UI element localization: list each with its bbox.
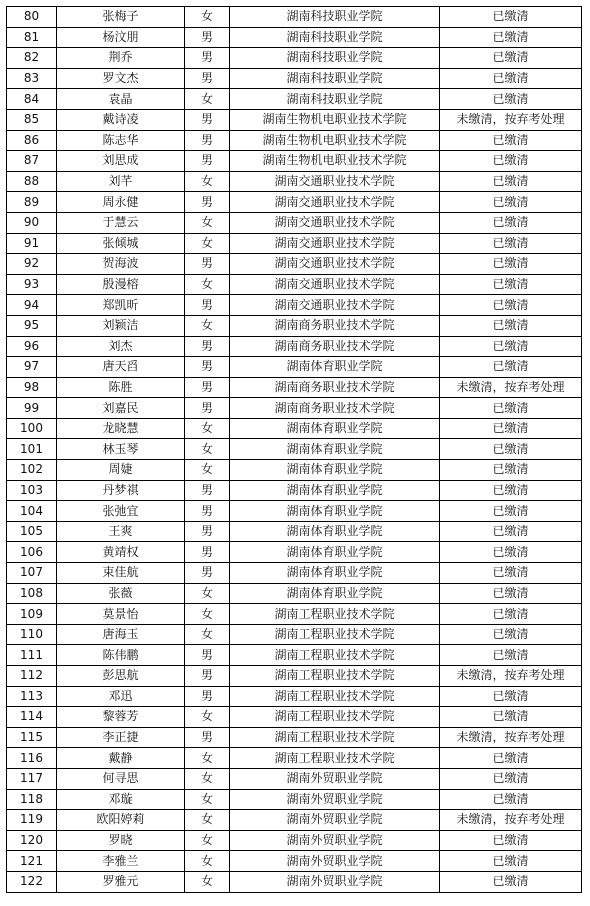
student-name-cell: 张梅子 <box>57 7 185 28</box>
gender-cell: 女 <box>185 233 230 254</box>
row-number-cell: 96 <box>7 336 57 357</box>
row-number-cell: 100 <box>7 418 57 439</box>
row-number-cell: 104 <box>7 501 57 522</box>
payment-status-cell: 已缴清 <box>440 707 582 728</box>
table-row <box>7 192 582 213</box>
student-name-cell: 唐海玉 <box>57 624 185 645</box>
row-number-cell: 85 <box>7 109 57 130</box>
payment-status-cell: 已缴清 <box>440 563 582 584</box>
gender-cell: 男 <box>185 542 230 563</box>
student-name-cell: 周永健 <box>57 192 185 213</box>
gender-cell: 男 <box>185 521 230 542</box>
table-row <box>7 748 582 769</box>
school-cell: 湖南工程职业技术学院 <box>230 645 440 666</box>
school-cell: 湖南交通职业技术学院 <box>230 212 440 233</box>
gender-cell: 男 <box>185 398 230 419</box>
payment-status-cell: 已缴清 <box>440 151 582 172</box>
student-name-cell: 何寻思 <box>57 768 185 789</box>
table-row <box>7 48 582 69</box>
student-name-cell: 张薇 <box>57 583 185 604</box>
gender-cell: 女 <box>185 768 230 789</box>
row-number-cell: 107 <box>7 563 57 584</box>
school-cell: 湖南科技职业学院 <box>230 89 440 110</box>
payment-status-cell: 未缴清，按弃考处理 <box>440 109 582 130</box>
row-number-cell: 105 <box>7 521 57 542</box>
student-name-cell: 陈伟鹏 <box>57 645 185 666</box>
table-row <box>7 583 582 604</box>
table-row <box>7 789 582 810</box>
payment-status-cell: 已缴清 <box>440 501 582 522</box>
gender-cell: 男 <box>185 563 230 584</box>
gender-cell: 男 <box>185 48 230 69</box>
payment-status-cell: 已缴清 <box>440 624 582 645</box>
payment-status-cell: 已缴清 <box>440 89 582 110</box>
school-cell: 湖南交通职业技术学院 <box>230 295 440 316</box>
school-cell: 湖南商务职业技术学院 <box>230 377 440 398</box>
gender-cell: 男 <box>185 27 230 48</box>
gender-cell: 男 <box>185 727 230 748</box>
row-number-cell: 118 <box>7 789 57 810</box>
gender-cell: 女 <box>185 418 230 439</box>
row-number-cell: 93 <box>7 274 57 295</box>
row-number-cell: 80 <box>7 7 57 28</box>
student-name-cell: 罗文杰 <box>57 68 185 89</box>
student-name-cell: 张倾城 <box>57 233 185 254</box>
row-number-cell: 113 <box>7 686 57 707</box>
student-name-cell: 刘杰 <box>57 336 185 357</box>
table-row <box>7 130 582 151</box>
table-row <box>7 521 582 542</box>
row-number-cell: 110 <box>7 624 57 645</box>
school-cell: 湖南科技职业学院 <box>230 68 440 89</box>
payment-status-cell: 未缴清，按弃考处理 <box>440 666 582 687</box>
payment-status-cell: 已缴清 <box>440 295 582 316</box>
gender-cell: 女 <box>185 851 230 872</box>
school-cell: 湖南外贸职业学院 <box>230 871 440 892</box>
table-body <box>7 7 582 893</box>
student-name-cell: 唐天舀 <box>57 357 185 378</box>
table-row <box>7 109 582 130</box>
student-name-cell: 丹梦祺 <box>57 480 185 501</box>
row-number-cell: 82 <box>7 48 57 69</box>
payment-status-cell: 已缴清 <box>440 130 582 151</box>
gender-cell: 女 <box>185 624 230 645</box>
school-cell: 湖南科技职业学院 <box>230 27 440 48</box>
school-cell: 湖南工程职业技术学院 <box>230 748 440 769</box>
row-number-cell: 116 <box>7 748 57 769</box>
payment-status-cell: 已缴清 <box>440 645 582 666</box>
table-row <box>7 254 582 275</box>
table-row <box>7 27 582 48</box>
payment-status-cell: 已缴清 <box>440 27 582 48</box>
gender-cell: 男 <box>185 645 230 666</box>
gender-cell: 女 <box>185 810 230 831</box>
school-cell: 湖南外贸职业学院 <box>230 810 440 831</box>
school-cell: 湖南体育职业学院 <box>230 521 440 542</box>
row-number-cell: 87 <box>7 151 57 172</box>
payment-status-cell: 已缴清 <box>440 274 582 295</box>
row-number-cell: 108 <box>7 583 57 604</box>
payment-status-cell: 已缴清 <box>440 7 582 28</box>
school-cell: 湖南体育职业学院 <box>230 563 440 584</box>
row-number-cell: 97 <box>7 357 57 378</box>
gender-cell: 女 <box>185 789 230 810</box>
table-row <box>7 89 582 110</box>
student-name-cell: 罗雅元 <box>57 871 185 892</box>
student-name-cell: 郑凯昕 <box>57 295 185 316</box>
student-name-cell: 邓迅 <box>57 686 185 707</box>
table-row <box>7 686 582 707</box>
student-name-cell: 邓璇 <box>57 789 185 810</box>
school-cell: 湖南科技职业学院 <box>230 48 440 69</box>
table-row <box>7 68 582 89</box>
row-number-cell: 122 <box>7 871 57 892</box>
table-row <box>7 377 582 398</box>
table-row <box>7 645 582 666</box>
payment-status-cell: 已缴清 <box>440 233 582 254</box>
school-cell: 湖南外贸职业学院 <box>230 789 440 810</box>
gender-cell: 女 <box>185 212 230 233</box>
payment-status-cell: 已缴清 <box>440 192 582 213</box>
payment-status-cell: 已缴清 <box>440 686 582 707</box>
row-number-cell: 98 <box>7 377 57 398</box>
payment-status-cell: 已缴清 <box>440 480 582 501</box>
student-name-cell: 荆乔 <box>57 48 185 69</box>
gender-cell: 女 <box>185 171 230 192</box>
school-cell: 湖南交通职业技术学院 <box>230 254 440 275</box>
student-name-cell: 彭思航 <box>57 666 185 687</box>
payment-status-cell: 已缴清 <box>440 789 582 810</box>
school-cell: 湖南交通职业技术学院 <box>230 233 440 254</box>
school-cell: 湖南商务职业技术学院 <box>230 398 440 419</box>
school-cell: 湖南体育职业学院 <box>230 501 440 522</box>
table-row <box>7 501 582 522</box>
payment-status-cell: 已缴清 <box>440 171 582 192</box>
table-row <box>7 707 582 728</box>
payment-status-cell: 已缴清 <box>440 315 582 336</box>
row-number-cell: 115 <box>7 727 57 748</box>
payment-status-cell: 已缴清 <box>440 830 582 851</box>
table-row <box>7 212 582 233</box>
payment-status-cell: 已缴清 <box>440 542 582 563</box>
student-name-cell: 戴诗凌 <box>57 109 185 130</box>
gender-cell: 男 <box>185 109 230 130</box>
school-cell: 湖南外贸职业学院 <box>230 830 440 851</box>
row-number-cell: 119 <box>7 810 57 831</box>
school-cell: 湖南工程职业技术学院 <box>230 727 440 748</box>
table-row <box>7 439 582 460</box>
student-name-cell: 龙晓慧 <box>57 418 185 439</box>
gender-cell: 男 <box>185 130 230 151</box>
school-cell: 湖南体育职业学院 <box>230 418 440 439</box>
row-number-cell: 112 <box>7 666 57 687</box>
payment-status-cell: 已缴清 <box>440 521 582 542</box>
school-cell: 湖南体育职业学院 <box>230 480 440 501</box>
payment-status-cell: 已缴清 <box>440 398 582 419</box>
gender-cell: 男 <box>185 666 230 687</box>
payment-status-cell: 已缴清 <box>440 748 582 769</box>
table-row <box>7 274 582 295</box>
row-number-cell: 88 <box>7 171 57 192</box>
gender-cell: 男 <box>185 192 230 213</box>
table-row <box>7 418 582 439</box>
payment-status-cell: 已缴清 <box>440 871 582 892</box>
table-row <box>7 460 582 481</box>
table-row <box>7 604 582 625</box>
table-row <box>7 7 582 28</box>
table-row <box>7 336 582 357</box>
student-name-cell: 刘思成 <box>57 151 185 172</box>
table-row <box>7 851 582 872</box>
student-name-cell: 周婕 <box>57 460 185 481</box>
payment-status-cell: 已缴清 <box>440 212 582 233</box>
school-cell: 湖南生物机电职业技术学院 <box>230 151 440 172</box>
school-cell: 湖南工程职业技术学院 <box>230 604 440 625</box>
row-number-cell: 86 <box>7 130 57 151</box>
student-name-cell: 李雅兰 <box>57 851 185 872</box>
gender-cell: 男 <box>185 480 230 501</box>
payment-status-cell: 已缴清 <box>440 68 582 89</box>
school-cell: 湖南交通职业技术学院 <box>230 192 440 213</box>
school-cell: 湖南交通职业技术学院 <box>230 171 440 192</box>
table-row <box>7 295 582 316</box>
gender-cell: 女 <box>185 315 230 336</box>
gender-cell: 女 <box>185 604 230 625</box>
table-row <box>7 315 582 336</box>
payment-status-cell: 已缴清 <box>440 336 582 357</box>
row-number-cell: 103 <box>7 480 57 501</box>
student-name-cell: 王爽 <box>57 521 185 542</box>
gender-cell: 男 <box>185 295 230 316</box>
gender-cell: 女 <box>185 439 230 460</box>
school-cell: 湖南外贸职业学院 <box>230 851 440 872</box>
student-name-cell: 刘嘉民 <box>57 398 185 419</box>
school-cell: 湖南工程职业技术学院 <box>230 707 440 728</box>
student-name-cell: 林玉琴 <box>57 439 185 460</box>
row-number-cell: 114 <box>7 707 57 728</box>
gender-cell: 女 <box>185 583 230 604</box>
student-name-cell: 束佳航 <box>57 563 185 584</box>
student-name-cell: 黎蓉芳 <box>57 707 185 728</box>
student-name-cell: 刘颖洁 <box>57 315 185 336</box>
student-name-cell: 贺海波 <box>57 254 185 275</box>
school-cell: 湖南工程职业技术学院 <box>230 624 440 645</box>
gender-cell: 男 <box>185 151 230 172</box>
row-number-cell: 109 <box>7 604 57 625</box>
school-cell: 湖南体育职业学院 <box>230 583 440 604</box>
row-number-cell: 121 <box>7 851 57 872</box>
school-cell: 湖南体育职业学院 <box>230 439 440 460</box>
school-cell: 湖南外贸职业学院 <box>230 768 440 789</box>
student-name-cell: 张弛宜 <box>57 501 185 522</box>
table-row <box>7 624 582 645</box>
payment-status-cell: 未缴清，按弃考处理 <box>440 377 582 398</box>
gender-cell: 男 <box>185 254 230 275</box>
gender-cell: 女 <box>185 7 230 28</box>
student-name-cell: 袁晶 <box>57 89 185 110</box>
school-cell: 湖南工程职业技术学院 <box>230 686 440 707</box>
table-row <box>7 871 582 892</box>
gender-cell: 男 <box>185 336 230 357</box>
row-number-cell: 102 <box>7 460 57 481</box>
payment-status-cell: 已缴清 <box>440 439 582 460</box>
row-number-cell: 81 <box>7 27 57 48</box>
student-name-cell: 欧阳婷莉 <box>57 810 185 831</box>
payment-status-cell: 已缴清 <box>440 254 582 275</box>
school-cell: 湖南工程职业技术学院 <box>230 666 440 687</box>
student-name-cell: 于慧云 <box>57 212 185 233</box>
row-number-cell: 111 <box>7 645 57 666</box>
gender-cell: 男 <box>185 501 230 522</box>
school-cell: 湖南体育职业学院 <box>230 542 440 563</box>
school-cell: 湖南生物机电职业技术学院 <box>230 109 440 130</box>
gender-cell: 女 <box>185 748 230 769</box>
payment-status-cell: 已缴清 <box>440 357 582 378</box>
payment-status-cell: 已缴清 <box>440 583 582 604</box>
student-fee-table <box>6 6 582 893</box>
student-name-cell: 杨汶朋 <box>57 27 185 48</box>
table-row <box>7 357 582 378</box>
payment-status-cell: 已缴清 <box>440 768 582 789</box>
gender-cell: 女 <box>185 274 230 295</box>
table-row <box>7 398 582 419</box>
gender-cell: 男 <box>185 686 230 707</box>
payment-status-cell: 未缴清，按弃考处理 <box>440 810 582 831</box>
row-number-cell: 120 <box>7 830 57 851</box>
row-number-cell: 91 <box>7 233 57 254</box>
student-name-cell: 殷漫榕 <box>57 274 185 295</box>
table-row <box>7 563 582 584</box>
row-number-cell: 84 <box>7 89 57 110</box>
student-name-cell: 罗晓 <box>57 830 185 851</box>
gender-cell: 男 <box>185 68 230 89</box>
row-number-cell: 92 <box>7 254 57 275</box>
student-name-cell: 戴静 <box>57 748 185 769</box>
row-number-cell: 89 <box>7 192 57 213</box>
school-cell: 湖南体育职业学院 <box>230 460 440 481</box>
school-cell: 湖南商务职业技术学院 <box>230 336 440 357</box>
row-number-cell: 83 <box>7 68 57 89</box>
row-number-cell: 90 <box>7 212 57 233</box>
school-cell: 湖南生物机电职业技术学院 <box>230 130 440 151</box>
table-row <box>7 151 582 172</box>
payment-status-cell: 已缴清 <box>440 48 582 69</box>
gender-cell: 女 <box>185 830 230 851</box>
school-cell: 湖南科技职业学院 <box>230 7 440 28</box>
row-number-cell: 101 <box>7 439 57 460</box>
table-row <box>7 727 582 748</box>
gender-cell: 女 <box>185 460 230 481</box>
gender-cell: 男 <box>185 377 230 398</box>
student-name-cell: 莫景怡 <box>57 604 185 625</box>
row-number-cell: 95 <box>7 315 57 336</box>
table-row <box>7 233 582 254</box>
student-name-cell: 陈胜 <box>57 377 185 398</box>
payment-status-cell: 已缴清 <box>440 604 582 625</box>
student-name-cell: 刘芊 <box>57 171 185 192</box>
student-name-cell: 李正捷 <box>57 727 185 748</box>
payment-status-cell: 未缴清，按弃考处理 <box>440 727 582 748</box>
gender-cell: 女 <box>185 707 230 728</box>
gender-cell: 女 <box>185 89 230 110</box>
row-number-cell: 106 <box>7 542 57 563</box>
row-number-cell: 94 <box>7 295 57 316</box>
student-name-cell: 陈志华 <box>57 130 185 151</box>
table-row <box>7 542 582 563</box>
school-cell: 湖南商务职业技术学院 <box>230 315 440 336</box>
school-cell: 湖南交通职业技术学院 <box>230 274 440 295</box>
student-name-cell: 黄靖权 <box>57 542 185 563</box>
row-number-cell: 117 <box>7 768 57 789</box>
table-row <box>7 830 582 851</box>
table-row <box>7 480 582 501</box>
payment-status-cell: 已缴清 <box>440 460 582 481</box>
payment-status-cell: 已缴清 <box>440 418 582 439</box>
gender-cell: 女 <box>185 871 230 892</box>
school-cell: 湖南体育职业学院 <box>230 357 440 378</box>
gender-cell: 男 <box>185 357 230 378</box>
table-row <box>7 666 582 687</box>
row-number-cell: 99 <box>7 398 57 419</box>
payment-status-cell: 已缴清 <box>440 851 582 872</box>
table-row <box>7 171 582 192</box>
table-row <box>7 768 582 789</box>
table-row <box>7 810 582 831</box>
